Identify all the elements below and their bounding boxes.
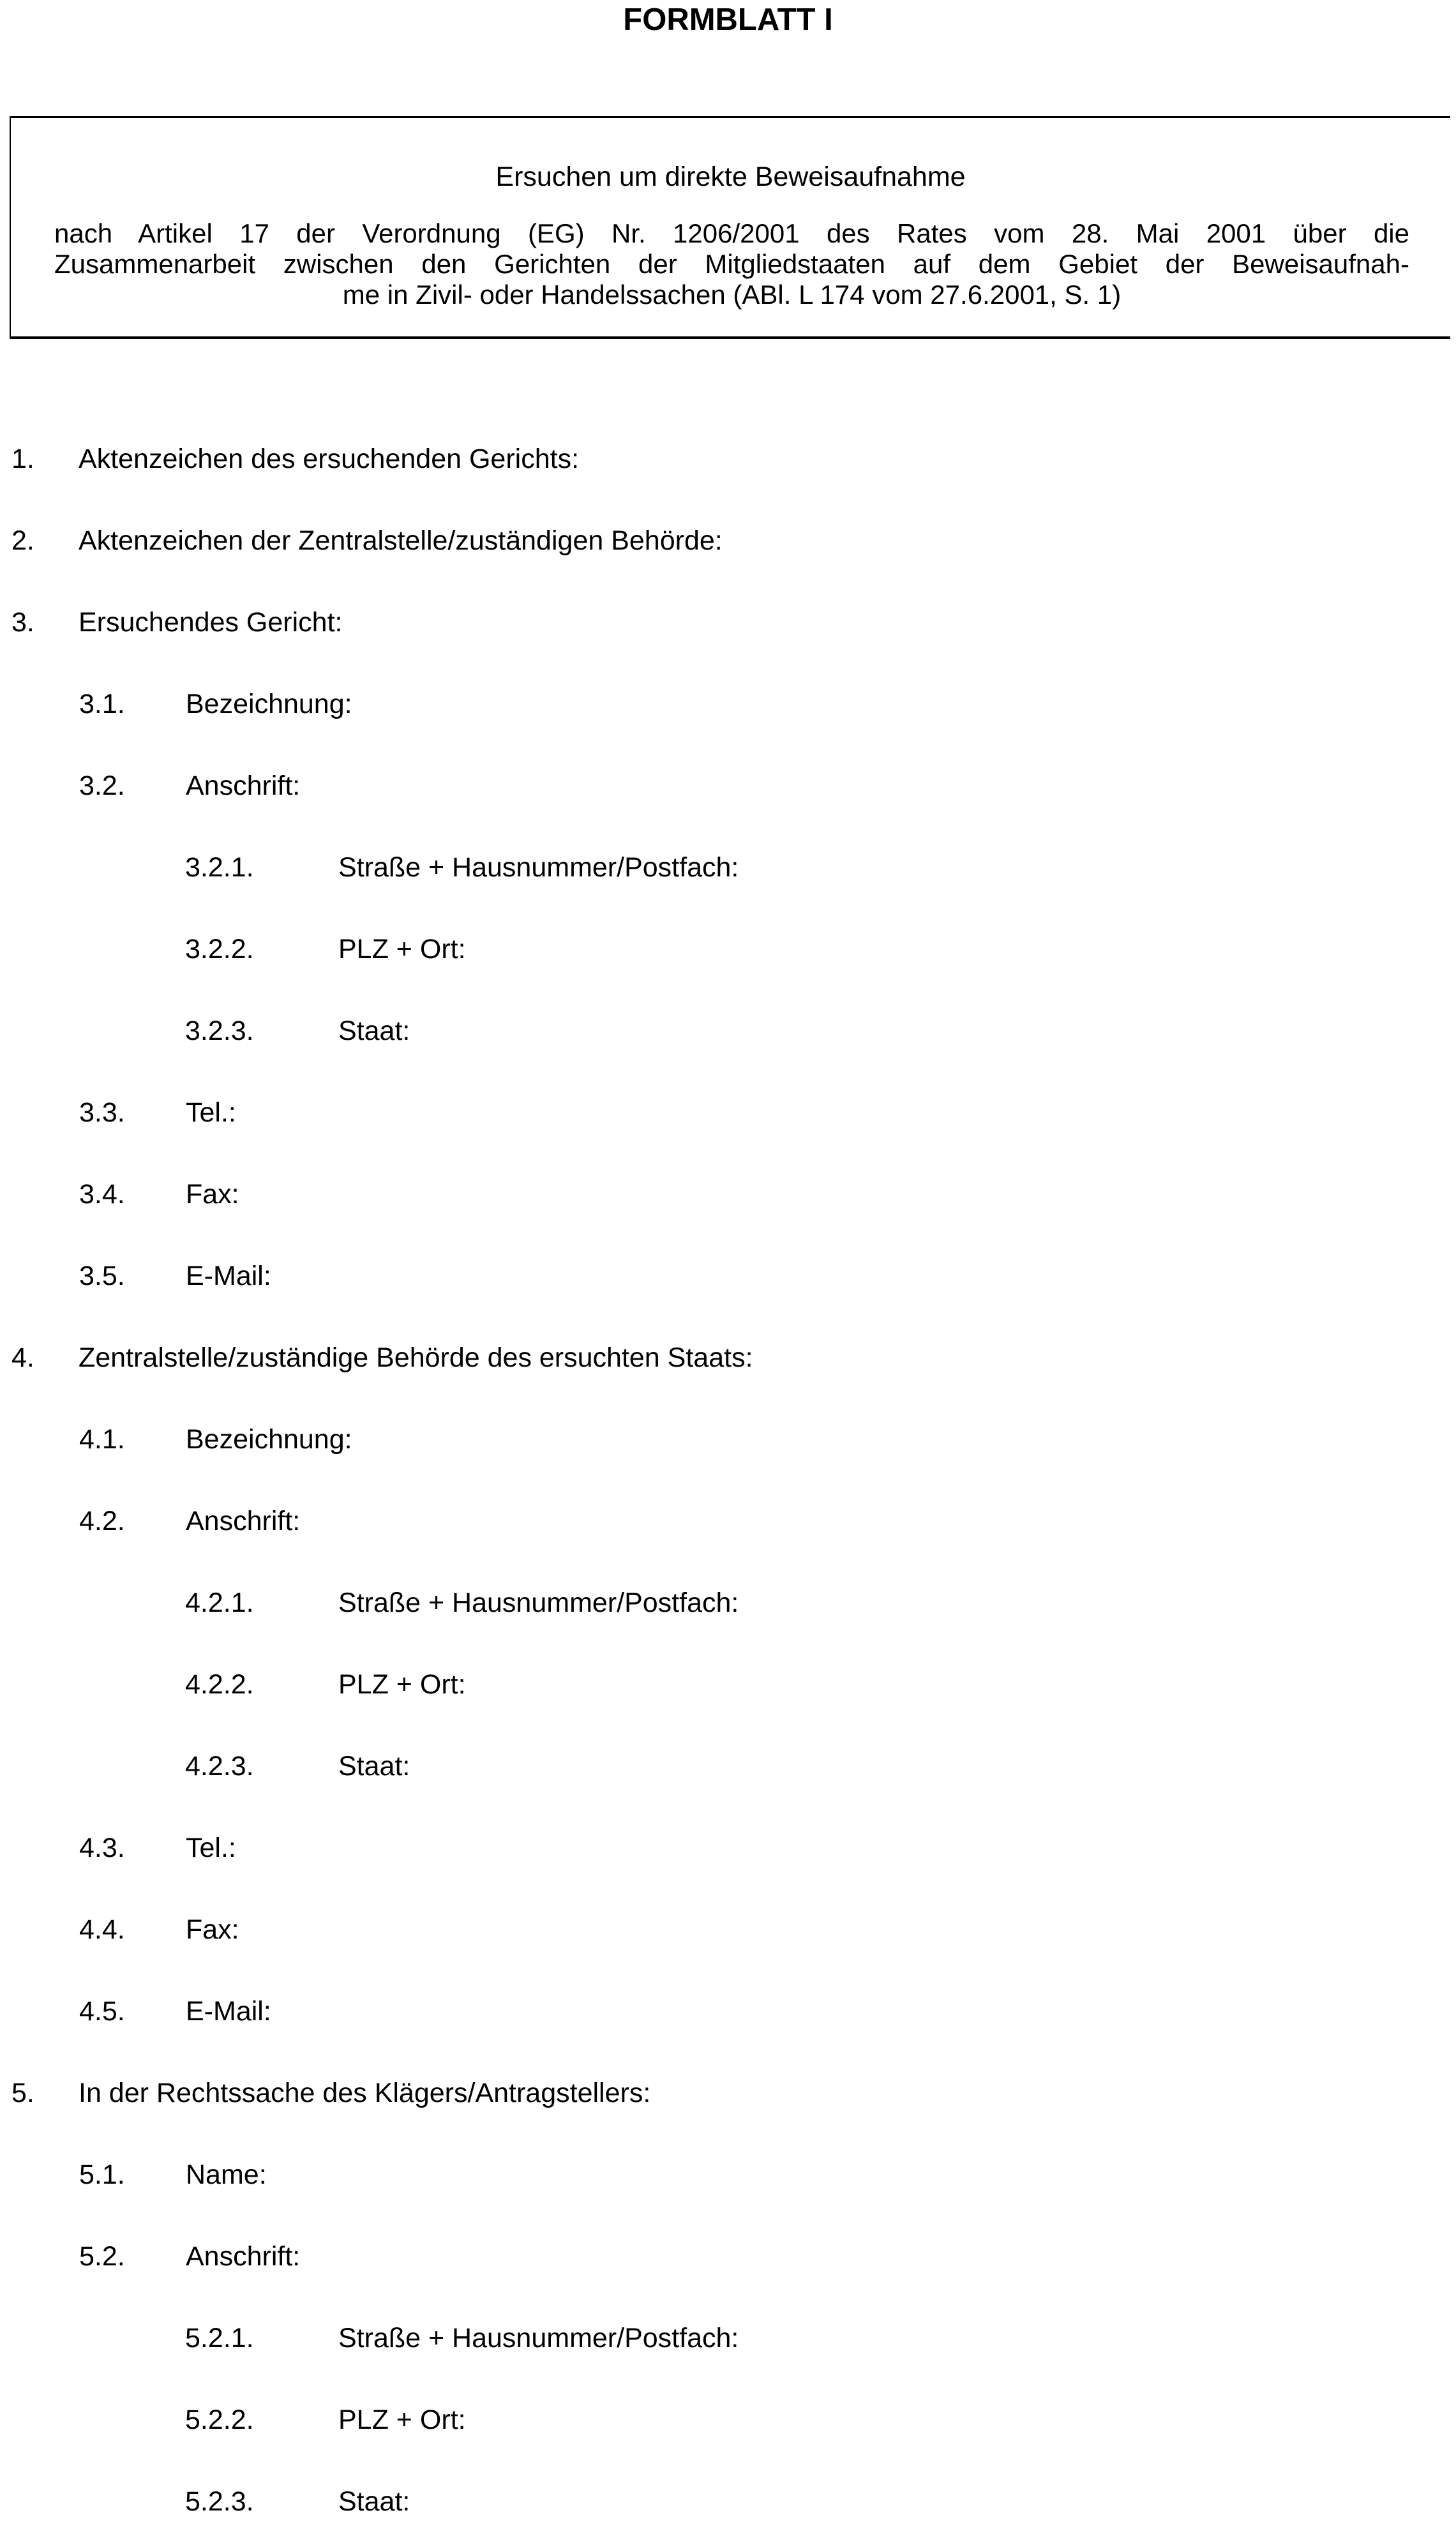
item-label: Anschrift: <box>186 2241 301 2272</box>
item-number: 4.2.1. <box>185 1587 254 1618</box>
item-label: Anschrift: <box>186 1506 301 1536</box>
header-box-paragraph-line: nach Artikel 17 der Verordnung (EG) Nr. 1206/2001 des Rates vom 28. Mai 2001 über die <box>54 218 1409 248</box>
item-label: Aktenzeichen der Zentralstelle/zuständigen Behörde: <box>79 525 723 556</box>
header-box-paragraph-line: me in Zivil- oder Handelssachen (ABl. L 174 vom 27.6.2001, S. 1) <box>342 280 1122 310</box>
item-label: In der Rechtssache des Klägers/Antragstellers: <box>79 2078 651 2108</box>
item-number: 4.1. <box>79 1424 125 1455</box>
header-box-paragraph-line: Zusammenarbeit zwischen den Gerichten der Mitgliedstaaten auf dem Gebiet der Beweisaufnah- <box>54 249 1409 279</box>
item-number: 2. <box>11 525 34 556</box>
item-number: 3.3. <box>79 1097 125 1128</box>
item-label: Bezeichnung: <box>186 1424 352 1455</box>
item-number: 3.5. <box>79 1261 125 1291</box>
item-label: Bezeichnung: <box>186 689 352 719</box>
item-number: 3.2. <box>79 770 125 801</box>
item-label: Zentralstelle/zuständige Behörde des ersuchten Staats: <box>79 1342 753 1373</box>
page-title: FORMBLATT I <box>623 3 833 37</box>
item-label: Tel.: <box>186 1833 236 1863</box>
item-number: 5.2.1. <box>185 2323 254 2353</box>
item-number: 5.1. <box>79 2159 125 2190</box>
item-number: 3. <box>11 607 34 638</box>
item-number: 3.4. <box>79 1179 125 1210</box>
item-number: 4.4. <box>79 1914 125 1945</box>
item-label: Straße + Hausnummer/Postfach: <box>338 2323 739 2353</box>
item-label: PLZ + Ort: <box>338 2405 466 2435</box>
item-number: 3.2.1. <box>185 852 254 883</box>
item-label: Aktenzeichen des ersuchenden Gerichts: <box>79 444 580 474</box>
item-number: 3.1. <box>79 689 125 719</box>
item-number: 3.2.2. <box>185 934 254 964</box>
item-number: 5. <box>11 2078 34 2108</box>
item-number: 4.2.2. <box>185 1669 254 1700</box>
item-label: Straße + Hausnummer/Postfach: <box>338 1587 739 1618</box>
item-label: Straße + Hausnummer/Postfach: <box>338 852 739 883</box>
item-number: 4.2. <box>79 1506 125 1536</box>
item-number: 4.3. <box>79 1833 125 1863</box>
item-label: Fax: <box>186 1914 239 1945</box>
item-label: Staat: <box>338 1016 410 1046</box>
header-box <box>10 116 1450 339</box>
item-number: 5.2.3. <box>185 2486 254 2517</box>
item-number: 3.2.3. <box>185 1016 254 1046</box>
item-number: 4.2.3. <box>185 1751 254 1782</box>
item-label: PLZ + Ort: <box>338 934 466 964</box>
item-label: E-Mail: <box>186 1996 271 2027</box>
item-label: Name: <box>186 2159 267 2190</box>
item-number: 4. <box>11 1342 34 1373</box>
item-number: 5.2.2. <box>185 2405 254 2435</box>
header-box-paragraph <box>11 218 1450 310</box>
item-label: Staat: <box>338 1751 410 1782</box>
item-label: Anschrift: <box>186 770 301 801</box>
item-number: 4.5. <box>79 1996 125 2027</box>
item-label: PLZ + Ort: <box>338 1669 466 1700</box>
item-label: Ersuchendes Gericht: <box>79 607 343 638</box>
item-number: 5.2. <box>79 2241 125 2272</box>
item-number: 1. <box>11 444 34 474</box>
header-box-heading: Ersuchen um direkte Beweisaufnahme <box>495 161 966 192</box>
item-label: E-Mail: <box>186 1261 271 1291</box>
item-label: Staat: <box>338 2486 410 2517</box>
item-label: Tel.: <box>186 1097 236 1128</box>
item-label: Fax: <box>186 1179 239 1210</box>
